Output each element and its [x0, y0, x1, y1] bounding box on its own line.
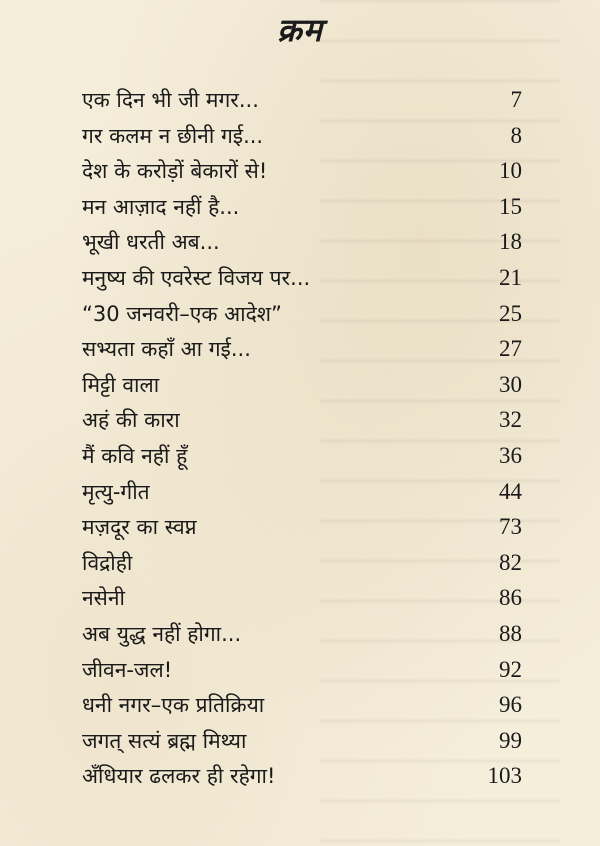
toc-entry-page: 7 [510, 87, 522, 112]
toc-entry [82, 193, 522, 229]
toc-entry-title: मिट्टी वाला [82, 372, 160, 397]
toc-entry [82, 371, 522, 407]
toc-entry [82, 335, 522, 371]
toc-entry-page: 21 [499, 264, 522, 290]
toc-entry [82, 264, 522, 300]
toc-entry [82, 691, 522, 727]
toc-entry [82, 300, 522, 336]
toc-entry [82, 620, 522, 656]
toc-entry-page: 82 [499, 549, 522, 575]
toc-entry-title: जगत् सत्यं ब्रह्म मिथ्या [82, 728, 247, 753]
toc-entry-page: 73 [499, 514, 522, 540]
toc-entry [82, 228, 522, 264]
toc-entry [82, 478, 522, 514]
toc-entry-page: 88 [499, 620, 522, 646]
toc-entry-page: 30 [499, 371, 522, 397]
toc-entry-title: भूखी धरती अब... [82, 230, 220, 255]
toc-entry-page: 36 [499, 442, 522, 468]
toc-entry-page: 92 [499, 656, 522, 682]
toc-entry-title: जीवन-जल! [82, 657, 173, 682]
toc-entry [82, 86, 522, 122]
toc-entry-title: मन आज़ाद नहीं है... [82, 194, 240, 219]
toc-entry-title: देश के करोड़ों बेकारों से! [82, 159, 268, 184]
toc-entry-page: 32 [499, 407, 522, 433]
toc-entry-page: 18 [499, 229, 522, 255]
toc-entry-title: अँधियार ढलकर ही रहेगा! [82, 764, 276, 789]
toc-entry-title: अहं की कारा [82, 408, 180, 433]
toc-entry-title: “30 जनवरी–एक आदेश” [82, 301, 282, 326]
toc-entry-page: 8 [510, 122, 522, 148]
toc-entry-page: 44 [499, 478, 522, 504]
toc-entry-title: मैं कवि नहीं हूँ [82, 443, 188, 468]
toc-entry-page: 27 [499, 336, 522, 362]
toc-entry-title: एक दिन भी जी मगर... [82, 88, 259, 112]
table-of-contents [82, 86, 522, 798]
toc-entry [82, 442, 522, 478]
toc-entry-title: मनुष्य की एवरेस्ट विजय पर... [82, 265, 311, 290]
toc-entry [82, 656, 522, 692]
toc-entry-page: 86 [499, 585, 522, 611]
toc-entry [82, 584, 522, 620]
toc-entry-title: अब युद्ध नहीं होगा... [82, 621, 242, 646]
toc-entry-page: 103 [487, 763, 522, 789]
toc-entry-title: गर कलम न छीनी गई... [82, 123, 264, 148]
toc-entry-title: धनी नगर–एक प्रतिक्रिया [82, 693, 265, 718]
toc-entry-title: सभ्यता कहाँ आ गई... [82, 337, 251, 362]
toc-entry-title: मृत्यु-गीत [82, 479, 150, 504]
toc-entry [82, 157, 522, 193]
toc-entry [82, 406, 522, 442]
toc-entry-page: 25 [499, 300, 522, 326]
toc-entry-page: 15 [499, 193, 522, 219]
toc-entry-page: 99 [499, 727, 522, 753]
toc-entry [82, 122, 522, 158]
toc-entry-title: नसेनी [82, 586, 125, 611]
toc-entry-title: मज़दूर का स्वप्न [82, 515, 197, 540]
toc-entry-title: विद्रोही [82, 550, 133, 575]
toc-entry-page: 96 [499, 692, 522, 718]
page-title: क्रम [277, 11, 323, 49]
toc-entry-page: 10 [499, 158, 522, 184]
toc-entry [82, 762, 522, 798]
toc-entry [82, 727, 522, 763]
toc-entry [82, 513, 522, 549]
toc-entry [82, 549, 522, 585]
